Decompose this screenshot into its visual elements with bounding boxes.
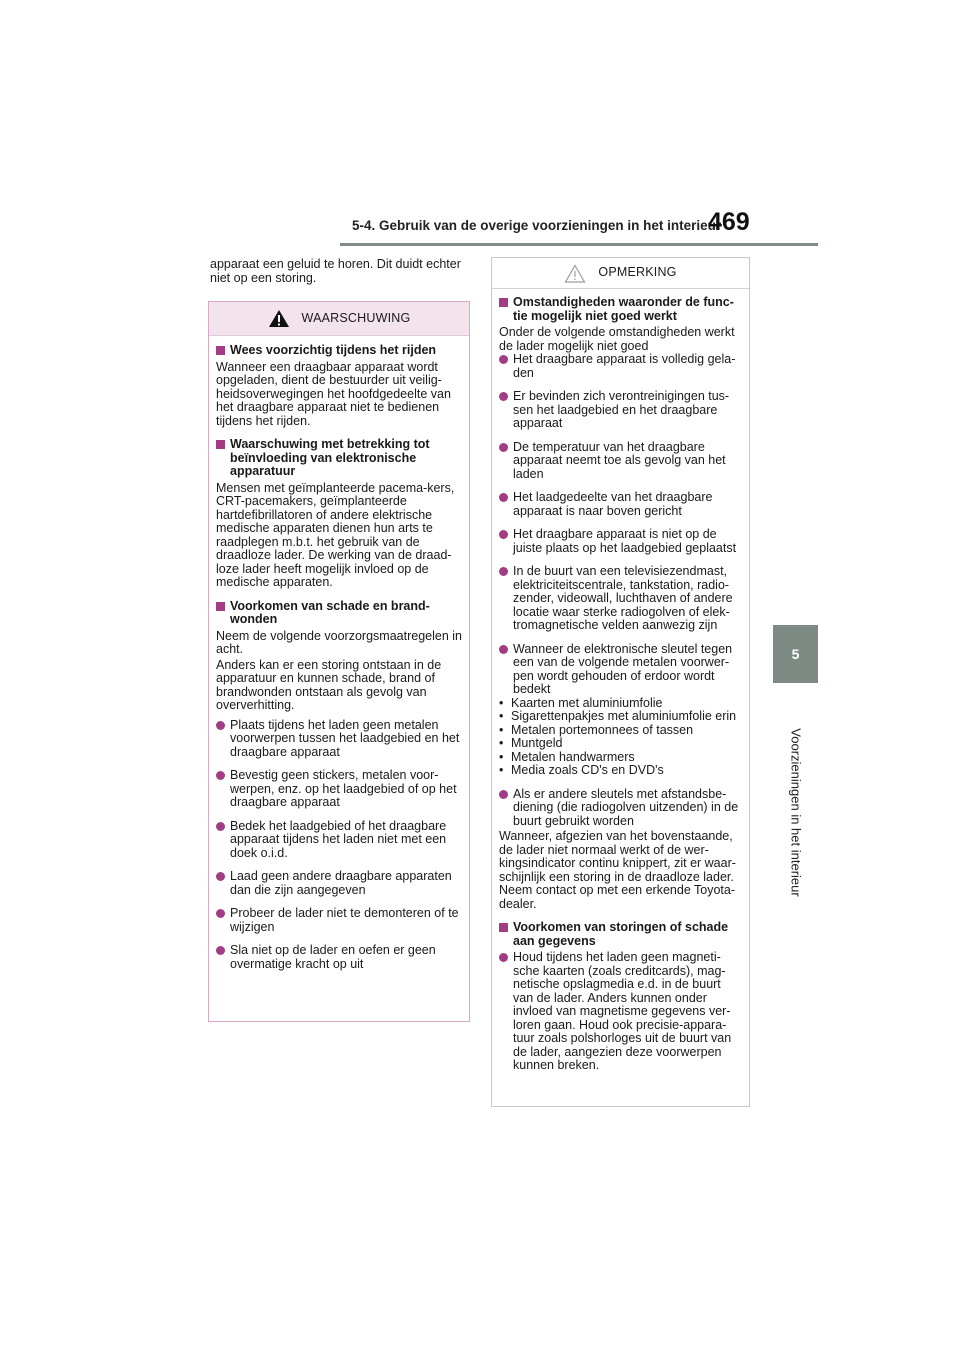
- warning-box: [208, 301, 470, 1022]
- chapter-label-text: Voorzieningen in het interieur: [788, 727, 804, 897]
- list-item: Het laadgedeelte van het draagbare apparaat is naar boven gericht: [499, 491, 742, 518]
- round-bullet-icon: [499, 567, 508, 576]
- round-bullet-icon: [499, 493, 508, 502]
- warning-section-title: Wees voorzichtig tijdens het rijden: [216, 344, 462, 358]
- round-bullet-icon: [499, 530, 508, 539]
- caution-triangle-icon: [564, 264, 586, 283]
- round-bullet-icon: [216, 909, 225, 918]
- round-bullet-icon: [499, 790, 508, 799]
- note-heading: OPMERKING: [598, 265, 677, 280]
- round-bullet-icon: [216, 872, 225, 881]
- square-bullet-icon: [216, 440, 225, 449]
- sub-list-item: • Media zoals CD's en DVD's: [499, 763, 664, 777]
- list-item: Bedek het laadgebied of het draagbare apparaat tijdens het laden niet met een doek o.i.d.: [216, 820, 462, 861]
- note-section-title: Voorkomen van storingen of schade aan gegevens: [499, 921, 742, 948]
- header-divider: [340, 243, 818, 246]
- section-header-title: 5-4. Gebruik van de overige voorzieningen in het interieur: [352, 218, 722, 233]
- square-bullet-icon: [499, 298, 508, 307]
- warning-section-title: Voorkomen van schade en brand-wonden: [216, 600, 462, 627]
- square-bullet-icon: [499, 923, 508, 932]
- list-item: Sla niet op de lader en oefen er geen overmatige kracht op uit: [216, 944, 462, 971]
- chapter-tab: 5: [773, 625, 818, 683]
- note-paragraph: Wanneer, afgezien van het bovenstaande, de lader niet normaal werkt of de wer-kingsindicator continu knippert, zit er waar-schijnlijk een storing in de draadloze lader. Neem contact op met een erkende Toyota-dealer.: [499, 829, 736, 911]
- list-item: Plaats tijdens het laden geen metalen voorwerpen tussen het laadgebied en het draagbare apparaat: [216, 719, 462, 760]
- square-bullet-icon: [216, 346, 225, 355]
- warning-header: [209, 302, 469, 336]
- list-item: Laad geen andere draagbare apparaten dan die zijn aangegeven: [216, 870, 462, 897]
- sub-list-item: • Metalen portemonnees of tassen: [499, 722, 694, 737]
- sub-list-item: • Kaarten met aluminiumfolie: [499, 695, 663, 710]
- list-item: Als er andere sleutels met afstandsbe-diening (die radiogolven uitzenden) in de buurt gebruikt worden: [499, 788, 742, 829]
- warning-body: [209, 336, 469, 971]
- note-header: [492, 258, 749, 289]
- warning-triangle-icon: [268, 309, 290, 328]
- warning-paragraph: Wanneer een draagbaar apparaat wordt opgeladen, dient de bestuurder uit veilig-heidsoverwegingen het hoofdgedeelte van het draagbare apparaat niet te bedienen tijdens het rijden.: [216, 359, 451, 428]
- list-item: Het draagbare apparaat is volledig gela-den: [499, 353, 742, 380]
- warning-section: [216, 600, 462, 972]
- page-number: 469: [708, 208, 750, 236]
- sub-list-item: • Metalen handwarmers: [499, 749, 635, 764]
- list-item: Houd tijdens het laden geen magneti-sche kaarten (zoals creditcards), mag-netische opslagmedia e.d. in de buurt van de lader. Anders kunnen onder invloed van magnetisme gegevens ver-loren gaan. Houd ook precisie-appara-tuur zoals polshorloges uit de buurt van de lader, aangezien deze voorwerpen kunnen breken.: [499, 951, 742, 1073]
- round-bullet-icon: [216, 822, 225, 831]
- round-bullet-icon: [499, 443, 508, 452]
- round-bullet-icon: [499, 953, 508, 962]
- chapter-label: [752, 692, 840, 932]
- intro-paragraph: apparaat een geluid te horen. Dit duidt echter niet op een storing.: [210, 257, 461, 285]
- round-bullet-icon: [499, 645, 508, 654]
- round-bullet-icon: [499, 392, 508, 401]
- warning-paragraph: Anders kan er een storing ontstaan in de apparatuur en kunnen schade, brand of brandwonden ontstaan als gevolg van oververhitting.: [216, 657, 442, 712]
- list-item: Probeer de lader niet te demonteren of te wijzigen: [216, 907, 462, 934]
- note-body: [492, 289, 749, 1073]
- warning-paragraph: Mensen met geïmplanteerde pacema-kers, CRT-pacemakers, geïmplanteerde hartdefibrillatoren of andere elektrische medische apparaten dienen hun arts te raadplegen m.b.t. het gebruik van de draadloze lader. De werking van de draad-loze lader heeft mogelijk invloed op de medische apparaten.: [216, 480, 455, 589]
- round-bullet-icon: [499, 355, 508, 364]
- list-item: Wanneer de elektronische sleutel tegen een van de volgende metalen voorwer-pen wordt gehouden of erdoor wordt bedekt: [499, 643, 742, 697]
- warning-section: [216, 344, 462, 428]
- note-box: [491, 257, 750, 1107]
- warning-paragraph: Neem de volgende voorzorgsmaatregelen in acht.: [216, 628, 462, 656]
- list-item: Het draagbare apparaat is niet op de juiste plaats op het laadgebied geplaatst: [499, 528, 742, 555]
- square-bullet-icon: [216, 602, 225, 611]
- note-section-title: Omstandigheden waaronder de func-tie mogelijk niet goed werkt: [499, 296, 742, 323]
- note-paragraph: Onder de volgende omstandigheden werkt de lader mogelijk niet goed: [499, 325, 735, 353]
- round-bullet-icon: [216, 946, 225, 955]
- sub-list-item: • Muntgeld: [499, 736, 563, 750]
- warning-section-title: Waarschuwing met betrekking tot beïnvloeding van elektronische apparatuur: [216, 438, 462, 479]
- list-item: Er bevinden zich verontreinigingen tus-sen het laadgebied en het draagbare apparaat: [499, 390, 742, 431]
- sub-list-item: • Sigarettenpakjes met aluminiumfolie erin: [499, 709, 737, 723]
- warning-section: [216, 438, 462, 590]
- round-bullet-icon: [216, 721, 225, 730]
- warning-heading: WAARSCHUWING: [301, 310, 411, 325]
- list-item: In de buurt van een televisiezendmast, elektriciteitscentrale, tankstation, radio-zender, videowall, luchthaven of andere locatie waar sterke radiogolven of elek-tromagnetische velden aanwezig zijn: [499, 565, 742, 633]
- list-item: Bevestig geen stickers, metalen voor-werpen, enz. op het laadgebied of op het draagbare apparaat: [216, 769, 462, 810]
- round-bullet-icon: [216, 771, 225, 780]
- list-item: De temperatuur van het draagbare apparaat neemt toe als gevolg van het laden: [499, 441, 742, 482]
